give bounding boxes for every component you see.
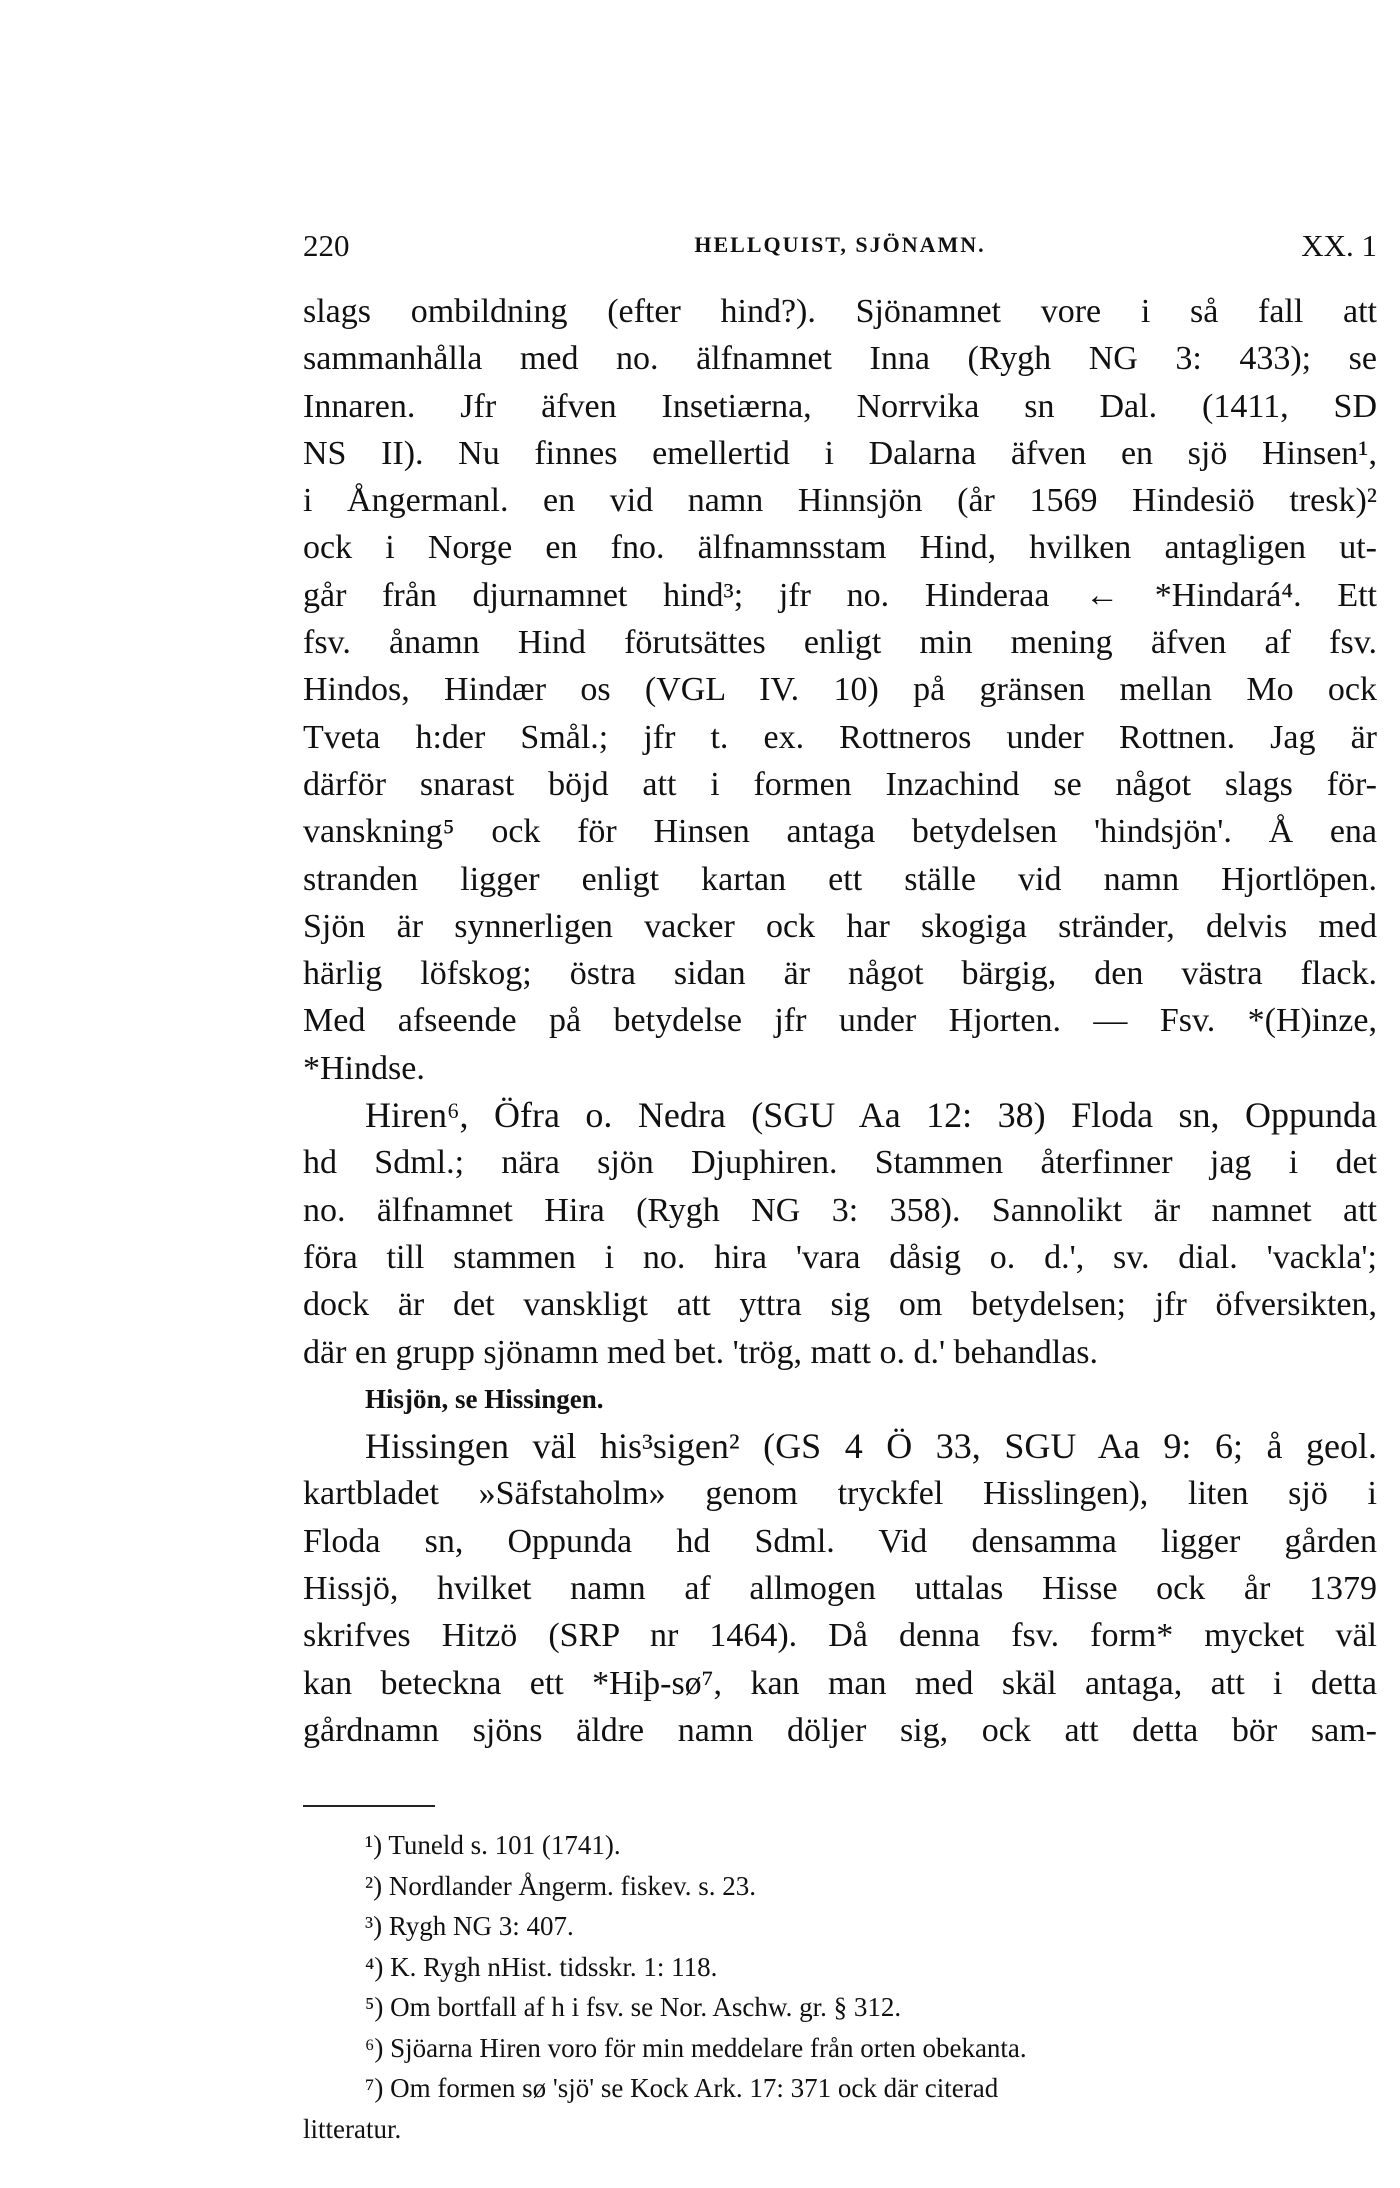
text-line: *Hindse. <box>303 1049 425 1087</box>
text-line: Floda sn, Oppunda hd Sdml. Vid densamma ligger gården <box>303 1522 1377 1560</box>
footnote: ⁵) Om bortfall af h i fsv. se Nor. Aschw. gr. § 312. <box>365 1992 902 2022</box>
text-line: vanskning⁵ ock för Hinsen antaga betydelsen 'hindsjön'. Å ena <box>303 813 1377 851</box>
footnote: ²) Nordlander Ångerm. fiskev. s. 23. <box>365 1870 756 1901</box>
footnotes <box>303 1825 1377 2149</box>
footnote: ³) Rygh NG 3: 407. <box>365 1911 574 1941</box>
text-line: Med afseende på betydelse jfr under Hjorten. — Fsv. *(H)inze, <box>303 1002 1377 1040</box>
body-text <box>303 288 1377 1754</box>
text-line: ock i Norge en fno. älfnamnsstam Hind, hvilken antagligen ut- <box>303 529 1377 567</box>
entry-heading-line: Hiren⁶, Öfra o. Nedra (SGU Aa 12: 38) Floda sn, Oppunda <box>365 1095 1377 1136</box>
text-line: stranden ligger enligt kartan ett ställe vid namn Hjortlöpen. <box>303 860 1377 898</box>
footnote: ⁷) Om formen sø 'sjö' se Kock Ark. 17: 371 ock där citerad <box>365 2073 999 2103</box>
cross-reference-line: Hisjön, se Hissingen. <box>365 1383 604 1414</box>
text-line: no. älfnamnet Hira (Rygh NG 3: 358). Sannolikt är namnet att <box>303 1191 1377 1229</box>
text-line: föra till stammen i no. hira 'vara dåsig o. d.', sv. dial. 'vackla'; <box>303 1238 1377 1276</box>
text-line: gårdnamn sjöns äldre namn döljer sig, ock att detta bör sam- <box>303 1711 1377 1749</box>
volume-label: XX. 1 <box>1301 228 1377 263</box>
text-line: skrifves Hitzö (SRP nr 1464). Då denna fsv. form* mycket väl <box>303 1617 1377 1655</box>
footnote: ⁶) Sjöarna Hiren voro för min meddelare från orten obekanta. <box>365 2032 1027 2063</box>
text-line: kan beteckna ett *Hiþ-sø⁷, kan man med skäl antaga, att i detta <box>303 1664 1377 1702</box>
footnote-rule <box>303 1805 435 1807</box>
running-header <box>303 228 1377 272</box>
text-line: hd Sdml.; nära sjön Djuphiren. Stammen återfinner jag i det <box>303 1144 1377 1182</box>
text-line: dock är det vanskligt att yttra sig om betydelsen; jfr öfversikten, <box>303 1286 1377 1324</box>
text-line: slags ombildning (efter hind?). Sjönamnet vore i så fall att <box>303 293 1377 330</box>
text-line: NS II). Nu finnes emellertid i Dalarna äfven en sjö Hinsen¹, <box>303 434 1377 472</box>
text-line: där en grupp sjönamn med bet. 'trög, matt o. d.' behandlas. <box>303 1333 1099 1371</box>
footnote-continuation: litteratur. <box>303 2113 402 2144</box>
text-line: Sjön är synnerligen vacker ock har skogiga stränder, delvis med <box>303 907 1377 945</box>
text-line: kartbladet »Säfstaholm» genom tryckfel Hisslingen), liten sjö i <box>303 1475 1377 1513</box>
text-line: går från djurnamnet hind³; jfr no. Hinderaa ← *Hindará⁴. Ett <box>303 576 1377 614</box>
page-number: 220 <box>303 228 350 263</box>
text-line: Hissjö, hvilket namn af allmogen uttalas Hisse ock år 1379 <box>303 1570 1377 1608</box>
footnote: ¹) Tuneld s. 101 (1741). <box>365 1830 621 1860</box>
running-title: HELLQUIST, SJÖNAMN. <box>694 232 986 257</box>
text-line: sammanhålla med no. älfnamnet Inna (Rygh NG 3: 433); se <box>303 340 1377 378</box>
footnote: ⁴) K. Rygh nHist. tidsskr. 1: 118. <box>365 1951 718 1982</box>
entry-heading-line: Hissingen väl his³sigen² (GS 4 Ö 33, SGU Aa 9: 6; å geol. <box>365 1426 1377 1467</box>
text-line: i Ångermanl. en vid namn Hinnsjön (år 1569 Hindesiö tresk)² <box>303 482 1377 520</box>
text-line: härlig löfskog; östra sidan är något bärgig, den västra flack. <box>303 955 1377 993</box>
text-line: fsv. ånamn Hind förutsättes enligt min mening äfven af fsv. <box>303 624 1377 662</box>
text-line: därför snarast böjd att i formen Inzachind se något slags för- <box>303 765 1377 803</box>
text-line: Tveta h:der Smål.; jfr t. ex. Rottneros under Rottnen. Jag är <box>303 718 1377 756</box>
text-line: Innaren. Jfr äfven Insetiærna, Norrvika sn Dal. (1411, SD <box>303 387 1377 425</box>
text-line: Hindos, Hindær os (VGL IV. 10) på gränsen mellan Mo ock <box>303 671 1377 709</box>
